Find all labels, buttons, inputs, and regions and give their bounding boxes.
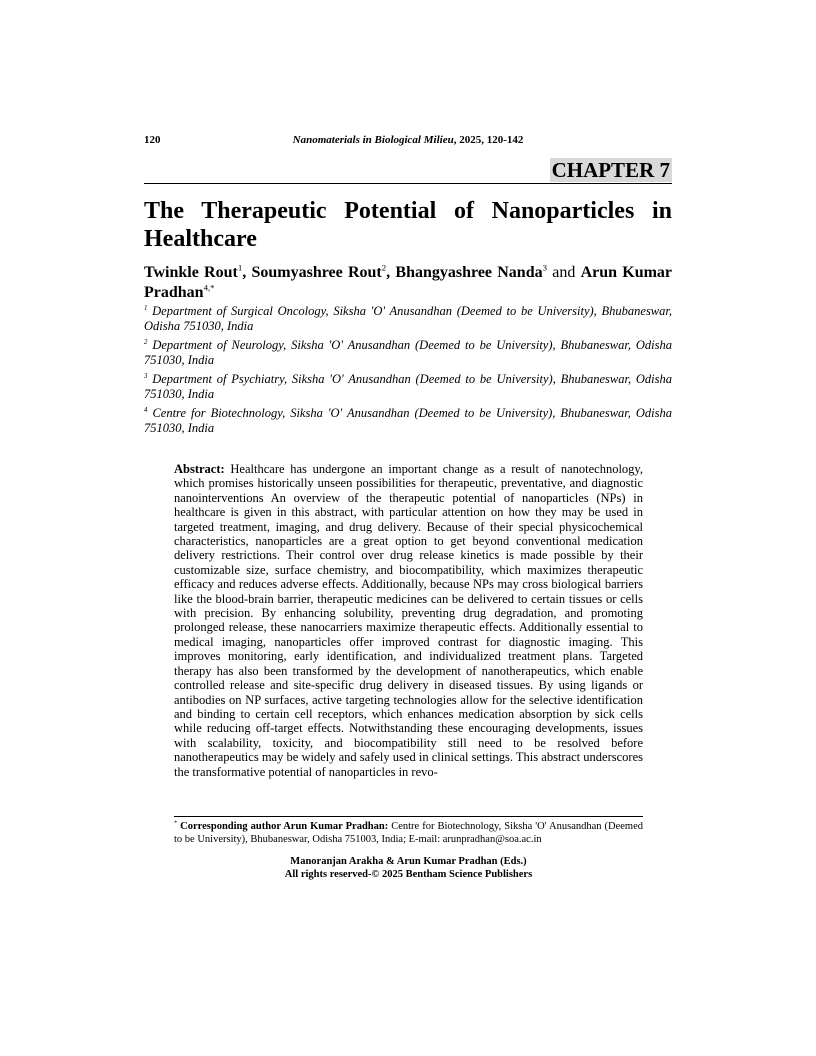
- affiliation-text: Department of Psychiatry, Siksha 'O' Anusandhan (Deemed to be University), Bhubaneswar, Odisha 751030, India: [144, 372, 672, 401]
- header-divider: [144, 183, 672, 184]
- affiliation: [144, 406, 672, 436]
- running-header: [144, 134, 672, 150]
- affiliation-mark: 4: [144, 406, 148, 414]
- footnote-text: Centre for Biotechnology, Siksha 'O' Anusandhan (Deemed to be University), Bhubaneswar, Odisha 751003, India; E-mail: arunpradhan@soa.ac.in: [174, 821, 643, 845]
- author-name: Bhangyashree Nanda: [395, 264, 543, 281]
- author-affiliation-mark: 2: [381, 262, 387, 273]
- affiliation-text: Centre for Biotechnology, Siksha 'O' Anusandhan (Deemed to be University), Bhubaneswar, Odisha 751030, India: [144, 406, 673, 435]
- footnote-label: Corresponding author Arun Kumar Pradhan:: [177, 821, 389, 832]
- journal-name: Nanomaterials in Biological Milieu: [292, 134, 454, 146]
- chapter-label: CHAPTER 7: [551, 158, 670, 182]
- author-list: [144, 263, 672, 303]
- affiliation: [144, 304, 672, 334]
- author-separator: ,: [242, 264, 252, 281]
- editors-line: Manoranjan Arakha & Arun Kumar Pradhan (Eds.): [290, 856, 527, 867]
- editors-block: [174, 855, 643, 881]
- abstract: [174, 462, 643, 779]
- author-separator-and: and: [547, 264, 581, 281]
- author-name: Twinkle Rout: [144, 264, 238, 281]
- affiliation: [144, 372, 672, 402]
- abstract-text: Healthcare has undergone an important change as a result of nanotechnology, which promises historically unseen possibilities for therapeutic, preventative, and diagnostic nanointerventions An overview of the therapeutic potential of nanoparticles (NPs) in healthcare is given in this abstract, with particular attention on how they may be used in targeted treatment, imaging, and drug delivery. Because of their special physicochemical characteristics, nanoparticles are a great option to get beyond conventional medication delivery restrictions. Their control over drug release kinetics is made possible by their customizable size, surface chemistry, and biocompatibility, which maximizes therapeutic efficacy and reduces adverse effects. Additionally, because NPs may cross biological barriers like the blood-brain barrier, therapeutic medicines can be delivered to certain tissues or cells with precision. By enhancing solubility, preventing drug degradation, and promoting prolonged release, these nanocarriers maximize therapeutic effects. Additionally essential to medical imaging, nanoparticles offer improved contrast for diagnostic imaging. This improves monitoring, early identification, and individualized treatment plans. Targeted therapy has also been transformed by the development of nanotherapeutics, which enable controlled release and site-specific drug delivery in diseased tissues. By using ligands or antibodies on NP surfaces, active targeting technologies allow for the selective identification and binding to certain cell receptors, which enhances medication absorption by sick cells while reducing off-target effects. Notwithstanding these encouraging developments, issues with scalability, toxicity, and biocompatibility still need to be resolved before nanotherapeutics may be widely and safely used in clinical settings. This abstract underscores the transformative potential of nanoparticles in revo-: [174, 462, 643, 779]
- corresponding-author-footnote: [174, 820, 643, 846]
- abstract-label: Abstract:: [174, 462, 225, 476]
- author-separator: ,: [386, 264, 396, 281]
- author-name: Arun Kumar Pradhan: [144, 264, 673, 301]
- affiliation-mark: 3: [144, 372, 148, 380]
- footnote-mark: *: [174, 819, 178, 827]
- affiliation-text: Department of Surgical Oncology, Siksha 'O' Anusandhan (Deemed to be University), Bhubaneswar, Odisha 751030, India: [144, 304, 672, 333]
- affiliation: [144, 338, 672, 368]
- page-number: 120: [144, 134, 161, 146]
- copyright-line: All rights reserved-© 2025 Bentham Science Publishers: [284, 869, 533, 880]
- journal-citation: [144, 134, 672, 146]
- affiliation-mark: 2: [144, 338, 148, 346]
- affiliation-mark: 1: [144, 304, 148, 312]
- author-affiliation-mark: 1: [237, 262, 243, 273]
- author-affiliation-mark: 4,*: [203, 282, 215, 293]
- footnote-divider: [174, 816, 643, 817]
- journal-year-pages: , 2025, 120-142: [453, 134, 524, 146]
- author-affiliation-mark: 3: [542, 262, 547, 273]
- affiliation-text: Department of Neurology, Siksha 'O' Anusandhan (Deemed to be University), Bhubaneswar, Odisha 751030, India: [144, 338, 672, 367]
- author-name: Soumyashree Rout: [251, 264, 382, 281]
- chapter-title: The Therapeutic Potential of Nanoparticles in Healthcare: [144, 198, 672, 252]
